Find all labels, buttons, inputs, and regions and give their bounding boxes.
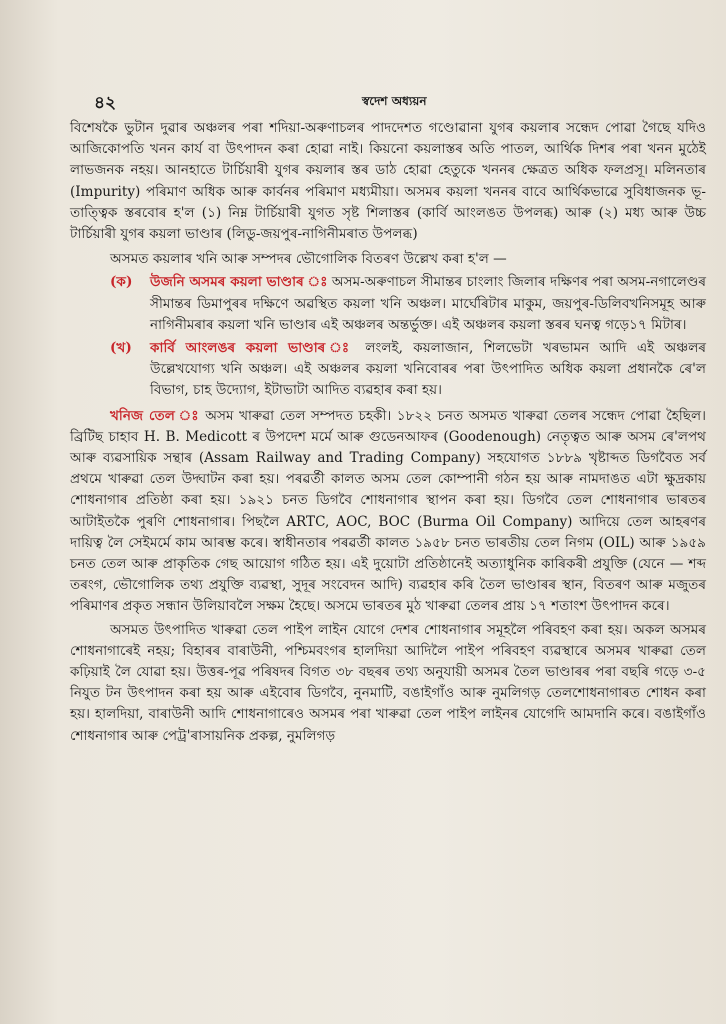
paragraph-mineral-oil — [70, 406, 706, 618]
subheading-karbi-anglong-coal: কাৰ্বি আংলঙৰ কয়লা ভাণ্ডাৰ ঃ — [150, 340, 356, 357]
page-content — [70, 118, 706, 747]
list-item-body — [150, 338, 706, 402]
list-item-text: অসম-অৰুণাচল সীমান্তৰ চাংলাং জিলাৰ দক্ষিণৰ পৰা অসম-নগালেণ্ডৰ সীমান্তৰ ডিমাপুৰৰ দক্ষিণে অৱস্থিত কয়লা খনি অঞ্চল। মাৰ্ঘেৰিটাৰ মাকুম, জয়পুৰ-ডিলিবখনিসমূহ আৰু নাগিনীমৰাৰ কয়লা খনি ভাণ্ডাৰ এই অঞ্চলৰ অন্তৰ্ভুক্ত। এই অঞ্চলৰ কয়লা স্তৰৰ ঘনত্ব গড়ে১৭ মিটাৰ। — [150, 274, 707, 333]
mineral-oil-text: অসম খাৰুৱা তেল সম্পদত চহকী। ১৮২২ চনত অসমত খাৰুৱা তেলৰ সন্ধেদ পোৱা হৈছিল। ব্ৰিটিছ চাহাব H. B. Medicott ৰ উপদেশ মৰ্মে আৰু গুডেনআফৰ (Goodenough) নেতৃত্বত আৰু অসম ৰে'লপথ আৰু ব্যৱসায়িক সন্থাৰ (Assam Railway and Trading Company) সহযোগত ১৮৮৯ খৃষ্টাব্দত ডিগবৈত সৰ্ব প্ৰথমে খাৰুৱা তেল উদ্ঘাটন কৰা হয়। পৰৱৰ্তী কালত অসম তেল কোম্পানী গঠন হয় আৰু নামদাঙত এটা ক্ষুদ্ৰকায় শোধনাগাৰ প্ৰতিষ্ঠা কৰা হয়। ১৯২১ চনত ডিগবৈ শোধনাগাৰ স্থাপন কৰা হয়। ডিগবৈ তেল শোধনাগাৰ ভাৰতৰ আটাইতকৈ পুৰণি শোধনাগাৰ। পিছলৈ ARTC, AOC, BOC (Burma Oil Company) আদিয়ে তেল আহৰণৰ দায়িত্ব লৈ সেইমৰ্মে কাম আৰম্ভ কৰে। স্বাধীনতাৰ পৰৱৰ্তী কালত ১৯৫৮ চনত ভাৰতীয় তেল নিগম (OIL) আৰু ১৯৫৯ চনত তেল আৰু প্ৰাকৃতিক গেছ আয়োগ গঠিত হয়। এই দুয়োটা প্ৰতিষ্ঠানেই অত্যাধুনিক কাৰিকৰী প্ৰযুক্তি (যেনে — শব্দ তৰংগ, ভৌগোলিক তথ্য প্ৰযুক্তি ব্যৱস্থা, সুদূৰ সংবেদন আদি) ব্যৱহাৰ কৰি তৈল ভাণ্ডাৰৰ স্থান, বিতৰণ আৰু মজুতৰ পৰিমাণৰ প্ৰকৃত সন্ধান উলিয়াবলৈ সক্ষম হৈছে। অসমে ভাৰতৰ মুঠ খাৰুৱা তেলৰ প্ৰায় ১৭ শতাংশ উৎপাদন কৰে। — [70, 407, 706, 615]
subheading-upper-assam-coal: উজনি অসমৰ কয়লা ভাণ্ডাৰ ঃ — [150, 274, 328, 291]
list-item-body — [150, 272, 706, 336]
paragraph-coal-intro: অসমত কয়লাৰ খনি আৰু সম্পদৰ ভৌগোলিক বিতৰণ উল্লেখ কৰা হ'ল — — [110, 251, 507, 268]
list-item-karbi-anglong-coal — [70, 338, 706, 402]
list-marker: (ক) — [110, 274, 133, 291]
subheading-mineral-oil: খনিজ তেল ঃ — [110, 407, 200, 424]
list-item-upper-assam-coal — [70, 272, 706, 336]
page-number: ৪২ — [94, 93, 117, 113]
paragraph-pipeline: অসমত উৎপাদিত খাৰুৱা তেল পাইপ লাইন যোগে দেশৰ শোধনাগাৰ সমূহলৈ পৰিবহণ কৰা হয়। অকল অসমৰ শোধনাগাৰেই নহয়; বিহাৰৰ বাৰাউনী, পশ্চিমবংগৰ হালদিয়া আদিলৈ পাইপ পৰিবহণ ব্যৱস্থাৰে অসমৰ খাৰুৱা তেল কঢ়িয়াই লৈ যোৱা হয়। উত্তৰ-পূৱ পৰিষদৰ বিগত ৩৮ বছৰৰ তথ্য অনুযায়ী অসমৰ তৈল ভাণ্ডাৰৰ পৰা বছৰি গড়ে ৩-৫ নিযুত টন উৎপাদন কৰা হয় আৰু এইবোৰ ডিগবৈ, নুনমাটি, বঙাইগাঁও আৰু নুমলিগড় তেলশোধনাগাৰত শোধন কৰা হয়। হালদিয়া, বাৰাউনী আদি শোধনাগাৰেও অসমৰ পৰা খাৰুৱা তেল পাইপ লাইনৰ যোগেদি আমদানি কৰে। বঙাইগাঁও শোধনাগাৰ আৰু পেট্ৰ'ৰাসায়নিক প্ৰকল্প, নুমলিগড় — [70, 621, 706, 744]
paragraph-coal-overview: বিশেষকৈ ভুটান দুৱাৰ অঞ্চলৰ পৰা শদিয়া-অৰুণাচলৰ পাদদেশত গণ্ডোৱানা যুগৰ কয়লাৰ সন্ধেদ পোৱা গৈছে যদিও আজিকোপতি খনন কাৰ্য বা উৎপাদন কৰা হোৱা নাই। কিয়নো কয়লাস্তৰ অতি পাতল, আৰ্থিক দিশৰ পৰা খনন মুঠেই লাভজনক নহয়। আনহাতে টাৰ্চিয়াৰী যুগৰ কয়লাৰ স্তৰ ডাঠ হোৱা হেতুকে খননৰ ক্ষেত্ৰত অধিক ফলপ্ৰসূ। মলিনতাৰ (Impurity) পৰিমাণ অধিক আৰু কাৰ্বনৰ পৰিমাণ মধ্যমীয়া। অসমৰ কয়লা খননৰ বাবে আৰ্থিকভাৱে সুবিধাজনক ভূ-তাত্ত্বিক স্তৰবোৰ হ'ল (১) নিম্ন টাৰ্চিয়াৰী যুগত সৃষ্ট শিলাস্তৰ (কাৰ্বি আংলঙত উপলব্ধ) আৰু (২) মধ্য আৰু উচ্চ টাৰ্চিয়াৰী যুগৰ কয়লা ভাণ্ডাৰ (লিডু-জয়পুৰ-নাগিনীমৰাত উপলব্ধ) — [70, 120, 706, 243]
running-title: স্বদেশ অধ্যয়ন — [362, 94, 427, 108]
list-item-text: লংলই, কয়লাজান, শিলভেটা খৰভামন আদি এই অঞ্চলৰ উল্লেখযোগ্য খনি অঞ্চল। এই অঞ্চলৰ কয়লা খনিবোৰৰ পৰা উৎপাদিত অধিক কয়লা প্ৰধানকৈ ৰে'ল বিভাগ, চাহ উদ্যোগ, ইটাভাটা আদিত ব্যৱহাৰ কৰা হয়। — [150, 340, 706, 399]
list-marker: (খ) — [110, 340, 132, 357]
page-header — [94, 90, 706, 114]
